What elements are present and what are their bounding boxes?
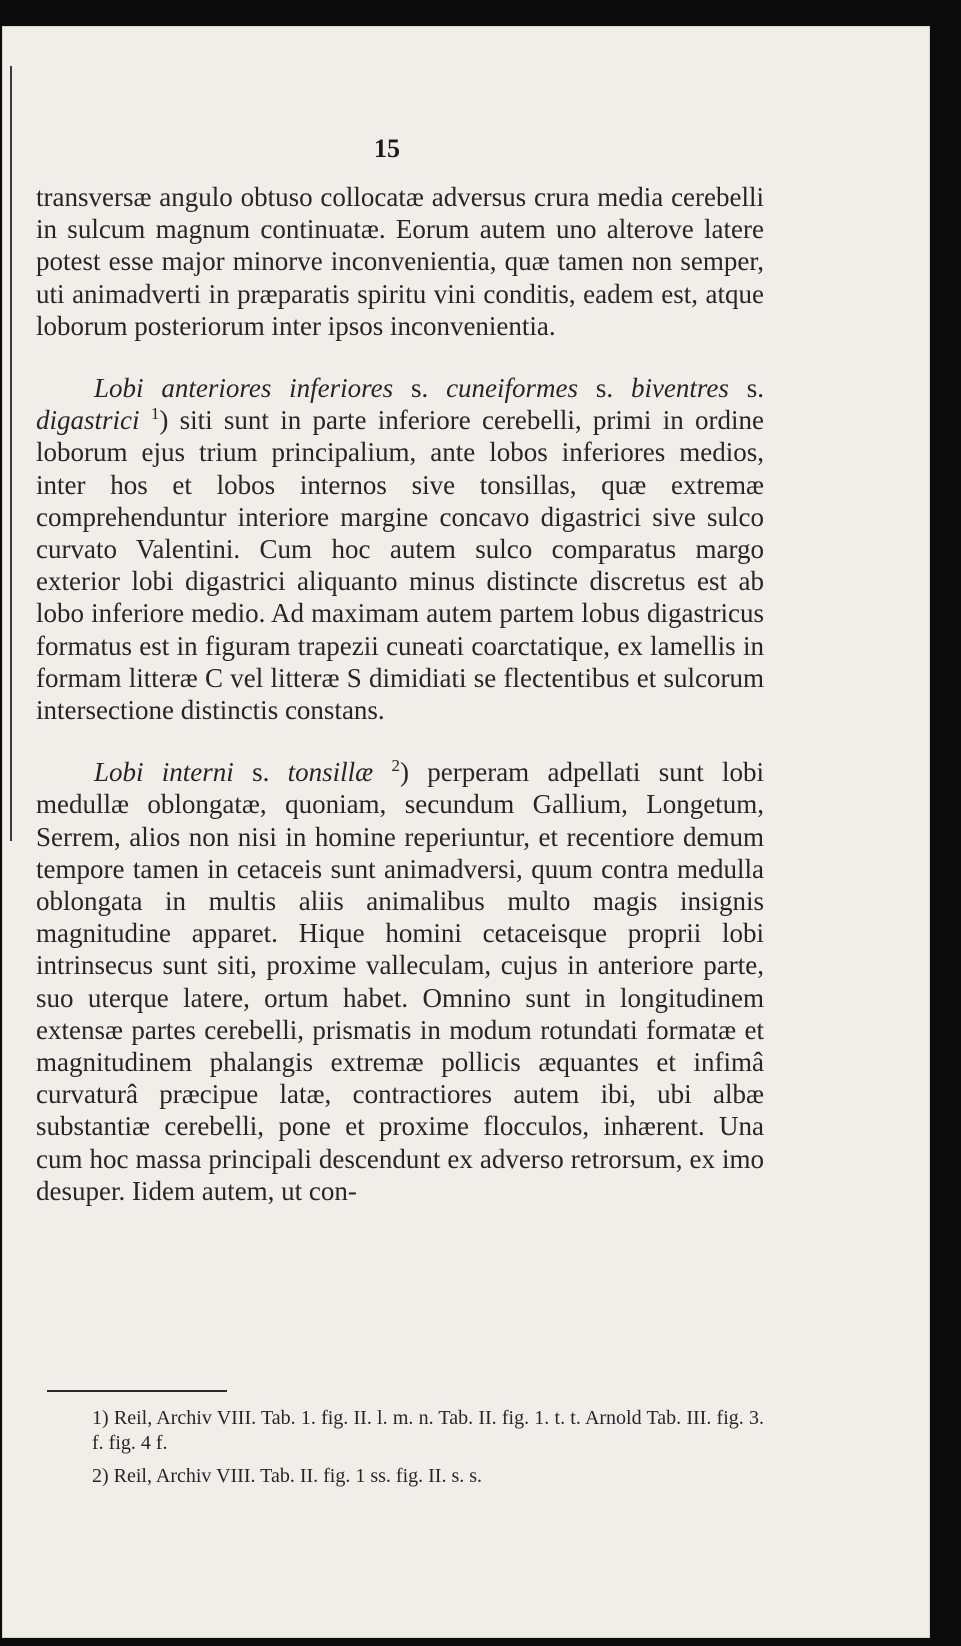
- tonsillae-term: tonsillæ: [287, 757, 374, 788]
- page-number: 15: [374, 134, 400, 163]
- separator: s.: [393, 373, 447, 404]
- lobi-interni-term: Lobi interni: [94, 757, 234, 788]
- digastrici-term: digastrici: [36, 405, 140, 436]
- paragraph-2-body: siti sunt in parte inferiore cerebelli, primi in ordine loborum ejus trium principalium, ante lobos inferiores medios, inter hos et lobos internos sive tonsillas, quæ extremæ comprehenduntur interiore margine concavo digastrici sive sulco curvato Valentini. Cum hoc autem sulco comparatus margo exterior lobi digastrici aliquanto minus distincte discretus est ab lobo inferiore medio. Ad maximam autem partem lobus digastricus formatus est in figuram trapezii cuneati coarctatique, ex lamellis in formam litteræ C vel litteræ S dimidiati se flectentibus et sulcorum intersectione distinctis constans.: [36, 405, 764, 726]
- cuneiformes-term: cuneiformes: [446, 373, 579, 404]
- footnote-2: 2) Reil, Archiv VIII. Tab. II. fig. 1 ss. fig. II. s. s.: [92, 1465, 483, 1487]
- paragraph-2: Lobi anteriores inferiores s. cuneiformes s. biventres s. digastrici $^1$) siti sunt in parte inferiore cerebelli, primi in ordine loborum ejus trium principalium, ante lobos inferiores medios, inter hos et lobos internos sive tonsillas, quæ extremæ comprehenduntur interiore margine concavo digastrici sive sulco curvato Valentini. Cum hoc autem sulco comparatus margo exterior lobi digastrici aliquanto minus distincte discretus est ab lobo inferiore medio. Ad maximam autem partem lobus digastricus formatus est in figuram trapezii cuneati coarctatique, ex lamellis in formam litteræ C vel litteræ S dimidiati se flectentibus et sulcorum intersectione distinctis constans.: [36, 373, 764, 726]
- separator: s.: [578, 373, 631, 404]
- footnotes: [92, 1406, 764, 1489]
- separator: s.: [233, 757, 288, 788]
- footnote-ref-2: 2: [391, 756, 400, 776]
- paragraph-3-body: perperam adpellati sunt lobi medullæ oblongatæ, quoniam, secundum Gallium, Longetum, Serrem, alios non nisi in homine reperiuntur, et recentiore demum tempore tamen in cetaceis sunt animadversi, quum contra medulla oblongata in multis aliis animalibus multo magis insignis magnitudine apparet. Hique homini cetaceisque proprii lobi intrinsecus sunt siti, proxime valleculam, cujus in anteriore parte, suo uterque latere, ortum habet. Omnino sunt in longitudinem extensæ partes cerebelli, prismatis in modum rotundati formatæ et magnitudinem phalangis extremæ pollicis æquantes et infimâ curvaturâ præcipue latæ, contractiores autem ibi, ubi albæ substantiæ cerebelli, pone et proxime flocculos, inhærent. Una cum hoc massa principali descendunt ex adverso retrorsum, ex imo desuper. Iidem autem, ut con-: [36, 757, 765, 1206]
- footnote-ref-1: 1: [150, 404, 160, 424]
- page-edge-mark: [10, 66, 12, 841]
- biventres-term: biventres: [630, 373, 729, 404]
- paragraph-3: Lobi interni s. tonsillæ $^2$) perperam adpellati sunt lobi medullæ oblongatæ, quoniam, secundum Gallium, Longetum, Serrem, alios non nisi in homine reperiuntur, et recentiore demum tempore tamen in cetaceis sunt animadversi, quum contra medulla oblongata in multis aliis animalibus multo magis insignis magnitudine apparet. Hique homini cetaceisque proprii lobi intrinsecus sunt siti, proxime valleculam, cujus in anteriore parte, suo uterque latere, ortum habet. Omnino sunt in longitudinem extensæ partes cerebelli, prismatis in modum rotundati formatæ et magnitudinem phalangis extremæ pollicis æquantes et infimâ curvaturâ præcipue latæ, contractiores autem ibi, ubi albæ substantiæ cerebelli, pone et proxime flocculos, inhærent. Una cum hoc massa principali descendunt ex adverso retrorsum, ex imo desuper. Iidem autem, ut con-: [36, 756, 765, 1206]
- footnote-divider: [47, 1390, 227, 1392]
- separator: s.: [728, 373, 764, 404]
- lobi-anteriores-term: Lobi anteriores inferiores: [94, 373, 394, 404]
- main-text: [36, 181, 764, 1207]
- paragraph-1: transversæ angulo obtuso collocatæ adversus crura media cerebelli in sulcum magnum continuatæ. Eorum autem uno alterove latere potest esse major minorve inconvenientia, quæ tamen non semper, uti animadverti in præparatis spiritu vini conditis, eadem est, atque loborum posteriorum inter ipsos inconvenientia.: [36, 182, 764, 341]
- book-page: [2, 26, 930, 1638]
- footnote-1: 1) Reil, Archiv VIII. Tab. 1. fig. II. l. m. n. Tab. II. fig. 1. t. t. Arnold Tab. III. fig. 3. f. fig. 4 f.: [92, 1407, 764, 1454]
